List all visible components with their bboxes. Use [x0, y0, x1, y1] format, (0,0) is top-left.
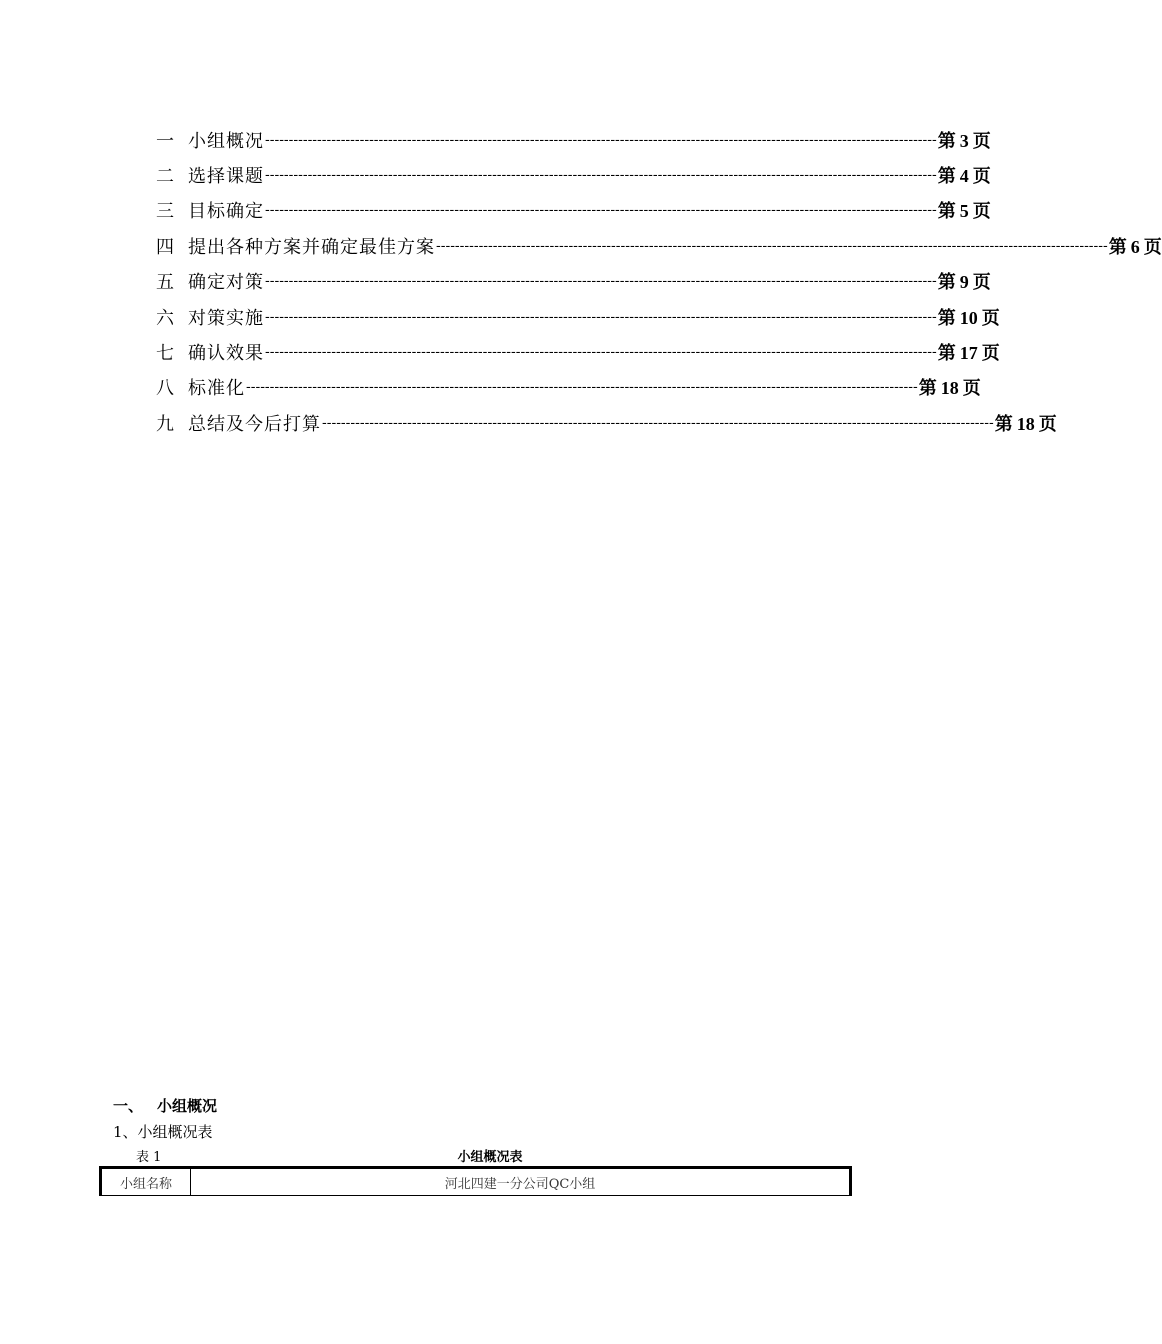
toc-page-number: 9 [959, 272, 969, 293]
toc-page-prefix: 第 [918, 378, 937, 399]
toc-number: 八 [156, 378, 174, 400]
toc-page-ref [938, 339, 1000, 365]
section-title: 小组概况 [157, 1097, 218, 1115]
toc-title: 确认效果 [188, 343, 264, 365]
toc-page-ref [938, 127, 991, 153]
toc-leader: ---------------------------------------------------------------------------------------------------------------------------------------------- [265, 202, 937, 219]
toc-page-prefix: 第 [937, 201, 956, 222]
toc-row[interactable] [156, 122, 991, 157]
toc-page-number: 3 [959, 130, 969, 151]
toc-row[interactable] [156, 370, 981, 405]
toc-page-prefix: 第 [937, 307, 956, 328]
toc-page-prefix: 第 [937, 343, 956, 364]
toc-title: 提出各种方案并确定最佳方案 [188, 236, 435, 258]
table-row [101, 1168, 851, 1196]
toc-number: 九 [156, 413, 174, 435]
toc-number: 七 [156, 343, 174, 365]
section-number: 一、 [113, 1097, 144, 1115]
toc-page-number: 18 [940, 378, 959, 399]
toc-title: 总结及今后打算 [188, 413, 321, 435]
toc-page-ref [919, 374, 981, 400]
toc-title: 确定对策 [188, 272, 264, 294]
toc-page-ref [995, 410, 1057, 436]
toc-page-suffix: 页 [972, 201, 991, 222]
toc-leader: ---------------------------------------------------------------------------------------------------------------------------------------------- [265, 308, 937, 325]
toc-leader: ---------------------------------------------------------------------------------------------------------------------------------------------- [436, 237, 1108, 254]
toc-page-ref [938, 197, 991, 223]
toc-row[interactable] [156, 334, 1000, 369]
toc-title: 对策实施 [188, 307, 264, 329]
toc-number: 二 [156, 166, 174, 188]
toc-number: 三 [156, 201, 174, 223]
toc-leader: ---------------------------------------------------------------------------------------------------------------------------------------------- [265, 167, 937, 184]
toc-page-prefix: 第 [994, 413, 1013, 434]
toc-page-number: 10 [959, 307, 978, 328]
toc-page-prefix: 第 [1108, 236, 1127, 257]
toc-row[interactable] [156, 405, 1057, 440]
table-caption: 小组概况表 [457, 1150, 523, 1165]
sub-heading: 1、小组概况表 [113, 1123, 213, 1141]
toc-title: 小组概况 [188, 130, 264, 152]
table-number: 表 1 [136, 1150, 162, 1165]
toc-page-ref [938, 162, 991, 188]
toc-page-suffix: 页 [1143, 236, 1162, 257]
table-of-contents [156, 122, 1162, 441]
toc-page-suffix: 页 [972, 272, 991, 293]
toc-leader: ---------------------------------------------------------------------------------------------------------------------------------------------- [322, 414, 994, 431]
toc-page-prefix: 第 [937, 166, 956, 187]
toc-page-suffix: 页 [981, 307, 1000, 328]
toc-row[interactable] [156, 157, 991, 192]
toc-leader: ---------------------------------------------------------------------------------------------------------------------------------------------- [265, 273, 937, 290]
toc-number: 五 [156, 272, 174, 294]
toc-title: 目标确定 [188, 201, 264, 223]
toc-title: 选择课题 [188, 166, 264, 188]
toc-page-suffix: 页 [962, 378, 981, 399]
toc-leader: ---------------------------------------------------------------------------------------------------------------------------------------------- [265, 344, 937, 361]
table-cell-value: 河北四建一分公司QC小组 [191, 1168, 851, 1196]
toc-number: 一 [156, 130, 174, 152]
toc-page-suffix: 页 [972, 130, 991, 151]
section-heading [113, 1095, 217, 1116]
toc-leader: ---------------------------------------------------------------------------------------------------------------------------------------------- [265, 131, 937, 148]
group-overview-table [99, 1166, 852, 1196]
toc-page-prefix: 第 [937, 130, 956, 151]
toc-page-suffix: 页 [1038, 413, 1057, 434]
toc-page-number: 4 [959, 166, 969, 187]
toc-page-prefix: 第 [937, 272, 956, 293]
toc-page-number: 5 [959, 201, 969, 222]
toc-row[interactable] [156, 193, 991, 228]
toc-row[interactable] [156, 228, 1162, 263]
toc-page-number: 6 [1130, 236, 1140, 257]
toc-page-ref [1109, 233, 1162, 259]
toc-page-number: 18 [1016, 413, 1035, 434]
toc-leader: ---------------------------------------------------------------------------------------------------------------------------------------------- [246, 379, 918, 396]
toc-page-number: 17 [959, 343, 978, 364]
toc-page-suffix: 页 [972, 166, 991, 187]
toc-row[interactable] [156, 264, 991, 299]
toc-page-ref [938, 304, 1000, 330]
toc-number: 四 [156, 236, 174, 258]
toc-row[interactable] [156, 299, 1000, 334]
toc-title: 标准化 [188, 378, 245, 400]
toc-number: 六 [156, 307, 174, 329]
table-cell-label: 小组名称 [101, 1168, 191, 1196]
toc-page-suffix: 页 [981, 343, 1000, 364]
toc-page-ref [938, 268, 991, 294]
